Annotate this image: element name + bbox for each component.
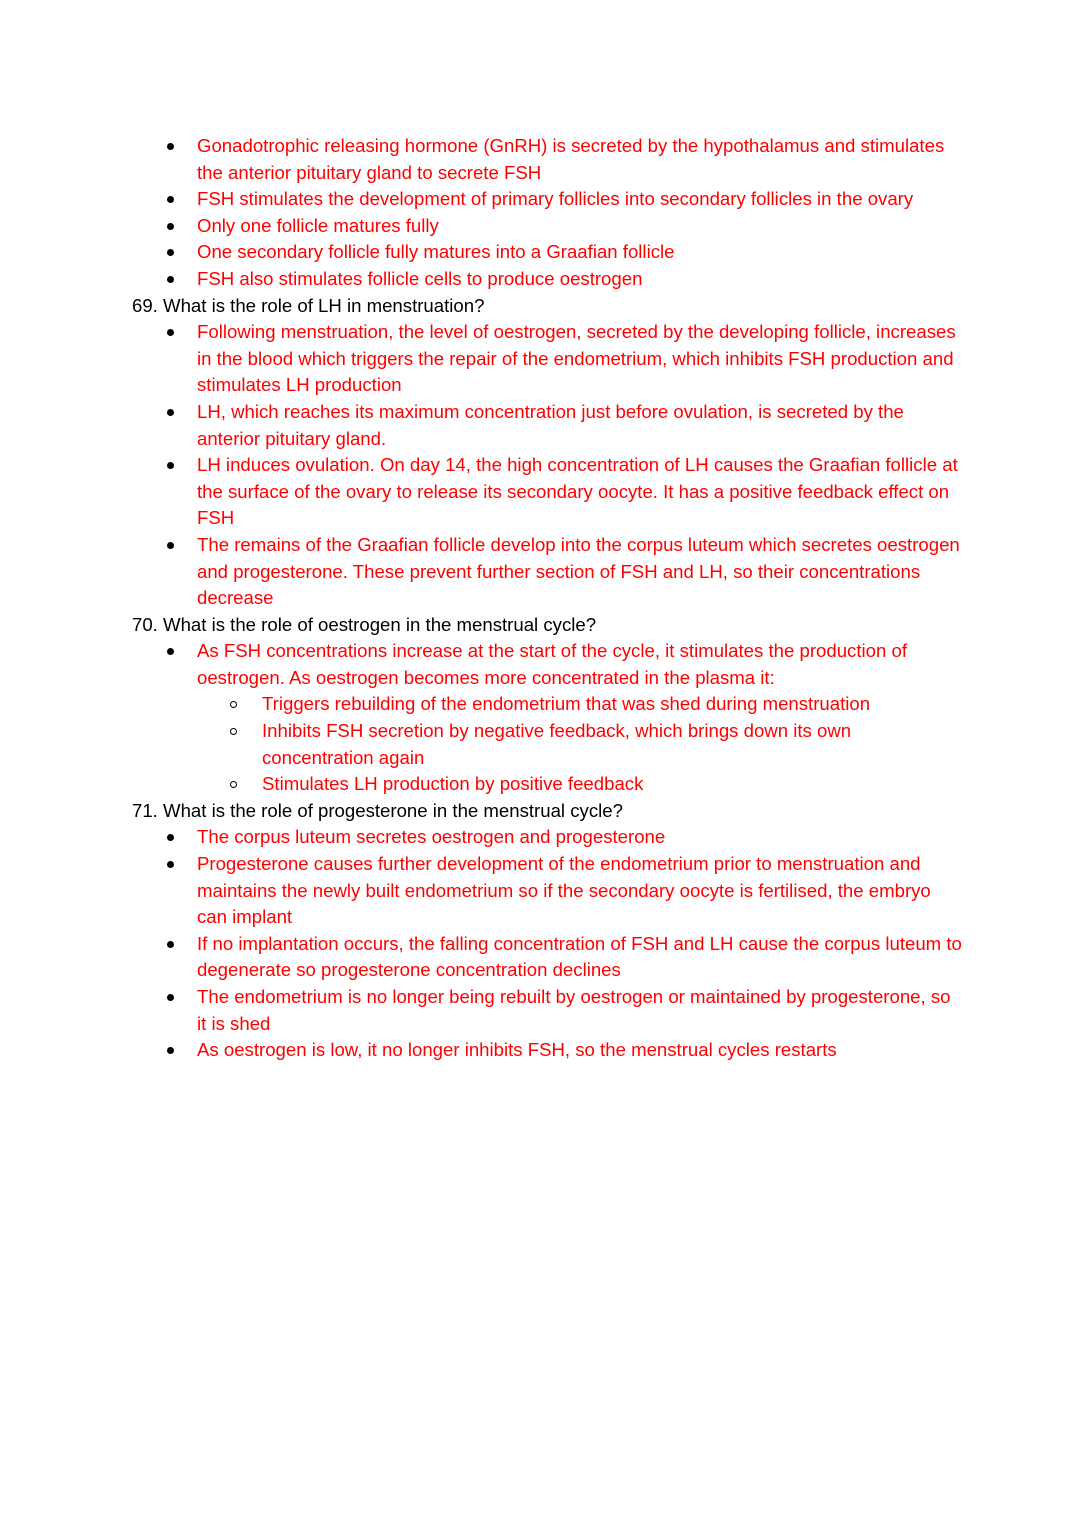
list-item: As oestrogen is low, it no longer inhibits FSH, so the menstrual cycles restarts <box>132 1037 962 1064</box>
question-70: 70. What is the role of oestrogen in the menstrual cycle? <box>132 613 597 635</box>
answer-69-list <box>132 319 962 612</box>
answer-71-list <box>132 824 962 1063</box>
list-item: LH induces ovulation. On day 14, the high concentration of LH causes the Graafian follicle at the surface of the ovary to release its secondary oocyte. It has a positive feedback effect on FSH <box>132 452 962 532</box>
question-69: 69. What is the role of LH in menstruation? <box>132 294 485 316</box>
intro-bullet-list <box>132 133 962 293</box>
list-item: FSH stimulates the development of primary follicles into secondary follicles in the ovary <box>132 186 962 213</box>
list-item: Gonadotrophic releasing hormone (GnRH) is secreted by the hypothalamus and stimulates the anterior pituitary gland to secrete FSH <box>132 133 962 186</box>
list-item: If no implantation occurs, the falling concentration of FSH and LH cause the corpus luteum to degenerate so progesterone concentration declines <box>132 931 962 984</box>
list-item: The corpus luteum secretes oestrogen and progesterone <box>132 824 962 851</box>
list-item: As FSH concentrations increase at the start of the cycle, it stimulates the production of oestrogen. As oestrogen becomes more concentrated in the plasma it: <box>132 638 962 691</box>
notes-content <box>132 133 962 1064</box>
list-item: The endometrium is no longer being rebuilt by oestrogen or maintained by progesterone, so it is shed <box>132 984 962 1037</box>
sub-list-item: Inhibits FSH secretion by negative feedback, which brings down its own concentration again <box>132 718 962 771</box>
list-item: FSH also stimulates follicle cells to produce oestrogen <box>132 266 962 293</box>
list-item: The remains of the Graafian follicle develop into the corpus luteum which secretes oestrogen and progesterone. These prevent further section of FSH and LH, so their concentrations decrease <box>132 532 962 612</box>
list-item: Progesterone causes further development of the endometrium prior to menstruation and maintains the newly built endometrium so if the secondary oocyte is fertilised, the embryo can implant <box>132 851 962 931</box>
list-item: Following menstruation, the level of oestrogen, secreted by the developing follicle, increases in the blood which triggers the repair of the endometrium, which inhibits FSH production and stimulates LH production <box>132 319 962 399</box>
answer-70-list <box>132 638 962 798</box>
sub-list-item: Triggers rebuilding of the endometrium that was shed during menstruation <box>132 691 962 718</box>
sub-list-item: Stimulates LH production by positive feedback <box>132 771 962 798</box>
list-item: Only one follicle matures fully <box>132 213 962 240</box>
list-item: LH, which reaches its maximum concentration just before ovulation, is secreted by the anterior pituitary gland. <box>132 399 962 452</box>
question-71: 71. What is the role of progesterone in the menstrual cycle? <box>132 799 623 821</box>
list-item: One secondary follicle fully matures into a Graafian follicle <box>132 239 962 266</box>
